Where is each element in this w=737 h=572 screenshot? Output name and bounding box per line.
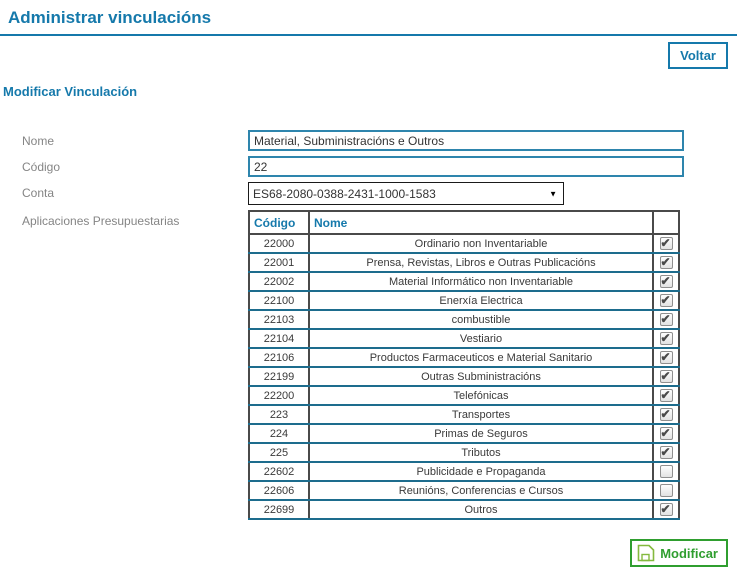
row-check-cell <box>653 386 679 405</box>
row-nome: Vestiario <box>309 329 653 348</box>
row-checkbox[interactable] <box>660 446 673 459</box>
row-checkbox[interactable] <box>660 370 673 383</box>
row-nome: Material Informático non Inventariable <box>309 272 653 291</box>
header-codigo: Código <box>249 211 309 234</box>
codigo-input[interactable] <box>248 156 684 177</box>
row-checkbox[interactable] <box>660 389 673 402</box>
aplicaciones-label: Aplicaciones Presupuestarias <box>22 214 180 228</box>
table-row <box>249 234 679 253</box>
row-checkbox[interactable] <box>660 237 673 250</box>
row-codigo: 22200 <box>249 386 309 405</box>
chevron-down-icon: ▼ <box>549 189 557 198</box>
table-row <box>249 348 679 367</box>
row-codigo: 22000 <box>249 234 309 253</box>
row-check-cell <box>653 310 679 329</box>
page-header <box>0 0 737 36</box>
row-codigo: 224 <box>249 424 309 443</box>
header-check <box>653 211 679 234</box>
row-check-cell <box>653 329 679 348</box>
row-check-cell <box>653 481 679 500</box>
row-check-cell <box>653 443 679 462</box>
row-nome: combustible <box>309 310 653 329</box>
nome-label: Nome <box>22 134 55 148</box>
aplicaciones-table-body <box>249 234 679 519</box>
section-heading: Modificar Vinculación <box>3 84 138 99</box>
row-check-cell <box>653 348 679 367</box>
table-row <box>249 405 679 424</box>
row-nome: Productos Farmaceuticos e Material Sanitario <box>309 348 653 367</box>
row-codigo: 22699 <box>249 500 309 519</box>
table-row <box>249 424 679 443</box>
row-checkbox[interactable] <box>660 427 673 440</box>
row-codigo: 22001 <box>249 253 309 272</box>
aplicaciones-row <box>22 210 737 520</box>
conta-select[interactable] <box>248 182 564 205</box>
row-nome: Primas de Seguros <box>309 424 653 443</box>
table-row <box>249 253 679 272</box>
nome-input[interactable] <box>248 130 684 151</box>
table-row <box>249 500 679 519</box>
row-codigo: 225 <box>249 443 309 462</box>
row-codigo: 22199 <box>249 367 309 386</box>
conta-label: Conta <box>22 186 55 200</box>
aplicaciones-table <box>248 210 680 520</box>
table-row <box>249 481 679 500</box>
nome-row <box>22 130 737 151</box>
row-nome: Publicidade e Propaganda <box>309 462 653 481</box>
row-nome: Outros <box>309 500 653 519</box>
row-check-cell <box>653 462 679 481</box>
voltar-button[interactable]: Voltar <box>668 42 728 69</box>
row-nome: Telefónicas <box>309 386 653 405</box>
row-checkbox[interactable] <box>660 256 673 269</box>
table-row <box>249 386 679 405</box>
row-checkbox[interactable] <box>660 294 673 307</box>
table-row <box>249 462 679 481</box>
conta-select-wrap <box>248 182 564 205</box>
row-codigo: 22100 <box>249 291 309 310</box>
save-disk-icon <box>636 543 656 563</box>
table-row <box>249 329 679 348</box>
row-checkbox[interactable] <box>660 408 673 421</box>
row-codigo: 223 <box>249 405 309 424</box>
row-check-cell <box>653 272 679 291</box>
row-check-cell <box>653 424 679 443</box>
table-row <box>249 291 679 310</box>
table-header-row <box>249 211 679 234</box>
row-codigo: 22602 <box>249 462 309 481</box>
row-codigo: 22002 <box>249 272 309 291</box>
row-nome: Reunións, Conferencias e Cursos <box>309 481 653 500</box>
table-row <box>249 272 679 291</box>
row-check-cell <box>653 253 679 272</box>
row-check-cell <box>653 367 679 386</box>
row-checkbox[interactable] <box>660 503 673 516</box>
row-nome: Enerxía Electrica <box>309 291 653 310</box>
row-checkbox[interactable] <box>660 313 673 326</box>
row-checkbox[interactable] <box>660 484 673 497</box>
row-codigo: 22606 <box>249 481 309 500</box>
header-nome: Nome <box>309 211 653 234</box>
table-row <box>249 443 679 462</box>
row-checkbox[interactable] <box>660 275 673 288</box>
row-nome: Transportes <box>309 405 653 424</box>
codigo-label: Código <box>22 160 61 174</box>
row-check-cell <box>653 234 679 253</box>
modificar-label: Modificar <box>660 545 718 561</box>
row-check-cell <box>653 500 679 519</box>
row-nome: Ordinario non Inventariable <box>309 234 653 253</box>
modificar-button[interactable] <box>630 539 728 567</box>
row-check-cell <box>653 291 679 310</box>
modificar-vinculacion-form <box>0 130 737 520</box>
row-checkbox[interactable] <box>660 332 673 345</box>
codigo-row <box>22 156 737 177</box>
row-codigo: 22106 <box>249 348 309 367</box>
row-codigo: 22104 <box>249 329 309 348</box>
conta-row <box>22 182 737 205</box>
row-nome: Tributos <box>309 443 653 462</box>
table-row <box>249 367 679 386</box>
row-codigo: 22103 <box>249 310 309 329</box>
page-title: Administrar vinculacións <box>8 8 212 27</box>
row-nome: Prensa, Revistas, Libros e Outras Publicacións <box>309 253 653 272</box>
row-checkbox[interactable] <box>660 465 673 478</box>
row-check-cell <box>653 405 679 424</box>
row-nome: Outras Subministracións <box>309 367 653 386</box>
table-row <box>249 310 679 329</box>
row-checkbox[interactable] <box>660 351 673 364</box>
